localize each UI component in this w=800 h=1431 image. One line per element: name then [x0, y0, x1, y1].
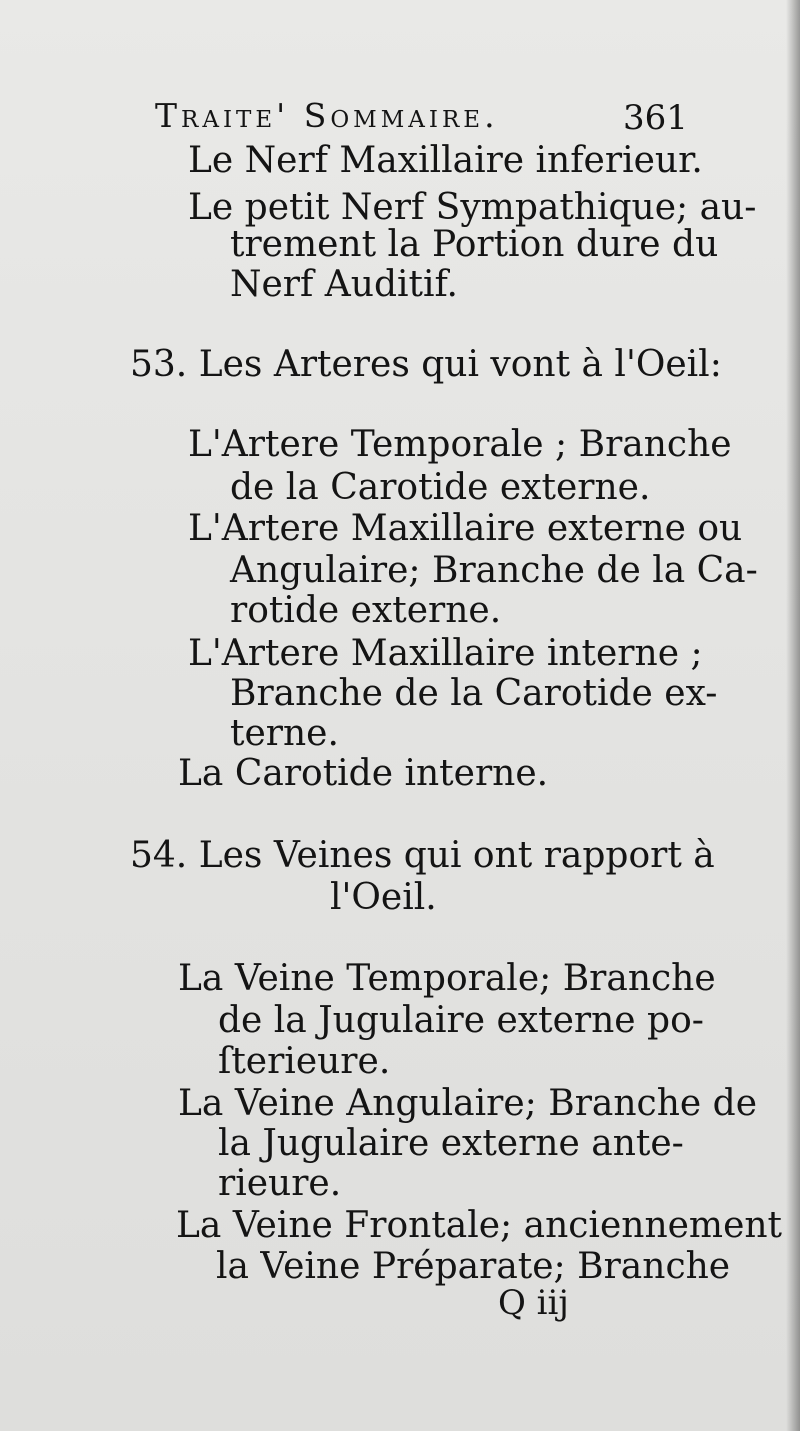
text-line: la Jugulaire externe ante- — [218, 1123, 684, 1164]
text-line: l'Oeil. — [330, 877, 437, 918]
text-line: rieure. — [218, 1163, 342, 1204]
text-line: de la Carotide externe. — [230, 467, 651, 508]
text-line: Angulaire; Branche de la Ca- — [230, 550, 758, 591]
text-line: la Veine Préparate; Branche — [216, 1246, 731, 1287]
text-line: La Veine Frontale; anciennement — [176, 1205, 783, 1246]
page-edge-shadow — [786, 0, 800, 1431]
text-line: La Veine Temporale; Branche — [178, 958, 716, 999]
text-line: La Veine Angulaire; Branche de — [178, 1083, 758, 1124]
text-line: Le petit Nerf Sympathique; au- — [188, 187, 757, 228]
catchword-signature: Q iij — [498, 1283, 569, 1323]
text-line: ſterieure. — [218, 1041, 391, 1082]
text-line: L'Artere Maxillaire interne ; — [188, 633, 703, 674]
section-heading-53: 53. Les Arteres qui vont à l'Oeil: — [130, 344, 722, 385]
text-line: rotide externe. — [230, 590, 502, 631]
text-line: terne. — [230, 713, 339, 754]
text-line: Nerf Auditif. — [230, 264, 458, 305]
page-number: 361 — [623, 98, 688, 138]
text-line: Le Nerf Maxillaire inferieur. — [188, 140, 703, 181]
section-heading-54: 54. Les Veines qui ont rapport à — [130, 835, 715, 876]
text-line: trement la Portion dure du — [230, 224, 719, 265]
running-header — [155, 96, 499, 135]
text-line: L'Artere Maxillaire externe ou — [188, 508, 743, 549]
running-title: Traite' Sommaire. — [155, 96, 499, 135]
text-line: de la Jugulaire externe po- — [218, 1000, 704, 1041]
text-line: L'Artere Temporale ; Branche — [188, 424, 732, 465]
text-line: La Carotide interne. — [178, 753, 549, 794]
text-line: Branche de la Carotide ex- — [230, 673, 718, 714]
